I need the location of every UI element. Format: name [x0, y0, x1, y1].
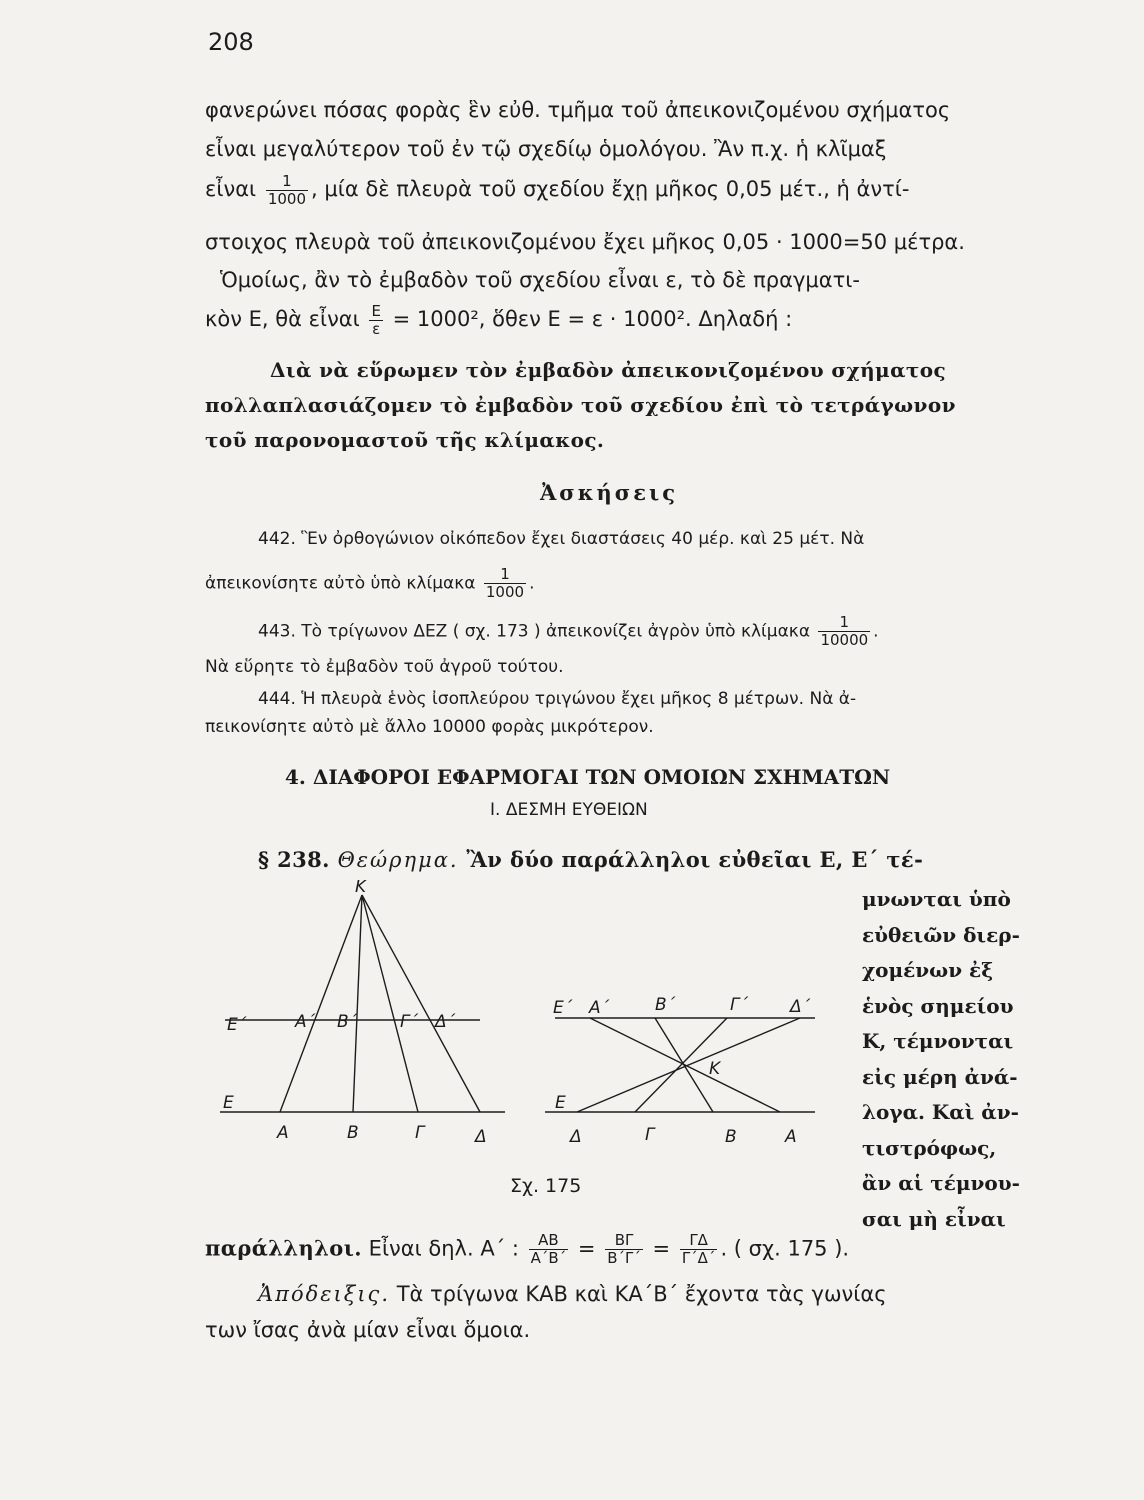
theorem-side-line: τιστρόφως,	[862, 1135, 997, 1160]
theorem-line: § 238. Θεώρημα. Ἂν δύο παράλληλοι εὐθεῖαι Ε, Ε΄ τέ-	[258, 847, 924, 872]
label-D-prime: Δ΄	[435, 1012, 456, 1032]
label-G-prime: Γ΄	[400, 1012, 418, 1032]
label-B: B	[725, 1127, 737, 1147]
theorem-side-line: εὐθειῶν διερ-	[862, 922, 1020, 947]
label-A: A	[277, 1123, 289, 1143]
label-A-prime: A΄	[589, 998, 610, 1018]
label-A: A	[785, 1127, 797, 1147]
label-G-prime: Γ΄	[730, 995, 748, 1015]
paragraph-number: § 238.	[258, 847, 330, 872]
left-figure-labels	[223, 880, 487, 1147]
figure-caption: Σχ. 175	[510, 1175, 582, 1197]
text-line: Νὰ εὕρητε τὸ ἐμβαδὸν τοῦ ἀγροῦ τούτου.	[205, 657, 564, 677]
rule-line: τοῦ παρονομαστοῦ τῆς κλίμακος.	[205, 428, 605, 452]
text-line: 443. Τὸ τρίγωνον ΔΕΖ ( σχ. 173 ) ἀπεικονίζει ἀγρὸν ὑπὸ κλίμακα $\frac{1}{10000}$ .	[258, 613, 879, 649]
text-line: στοιχος πλευρὰ τοῦ ἀπεικονιζομένου ἔχει μῆκος 0,05 · 1000=50 μέτρα.	[205, 230, 965, 254]
rule-line: Διὰ νὰ εὕρωμεν τὸν ἐμβαδὸν ἀπεικονιζομένου σχήματος	[270, 358, 947, 382]
text-line: Ὁμοίως, ἂν τὸ ἐμβαδὸν τοῦ σχεδίου εἶναι ε, τὸ δὲ πραγματι-	[220, 268, 860, 292]
label-D-prime: Δ΄	[790, 997, 811, 1017]
label-A-prime: A΄	[295, 1012, 316, 1032]
label-K: K	[355, 880, 367, 897]
text-line: 442. Ἓν ὀρθογώνιον οἰκόπεδον ἔχει διαστάσεις 40 μέρ. καὶ 25 μέτ. Νὰ	[258, 529, 865, 549]
label-B: B	[347, 1123, 359, 1143]
theorem-side-line: Κ, τέμνονται	[862, 1029, 1014, 1053]
text-line: εἶναι $\frac{1}{1000}$ , μία δὲ πλευρὰ τοῦ σχεδίου ἔχῃ μῆκος 0,05 μέτ., ἡ ἀντί-	[205, 171, 910, 208]
theorem-side-line: ἑνὸς σημείου	[862, 993, 1014, 1018]
rule-line: πολλαπλασιάζομεν τὸ ἐμβαδὸν τοῦ σχεδίου ἐπὶ τὸ τετράγωνον	[205, 393, 956, 417]
text-line: φανερώνει πόσας φορὰς ἓν εὐθ. τμῆμα τοῦ ἀπεικονιζομένου σχήματος	[205, 98, 951, 122]
label-B-prime: B΄	[655, 995, 676, 1015]
text-line: κὸν Ε, θὰ εἶναι $\frac{E}{\varepsilon}$ = 1000², ὅθεν Ε = ε · 1000². Δηλαδή :	[205, 301, 793, 338]
fraction-bg: $\frac{B\Gamma}{B΄\Gamma΄}$	[607, 1231, 641, 1267]
exercises-heading: Ἀσκήσεις	[540, 480, 678, 505]
text-line: ἀπεικονίσητε αὐτὸ ὑπὸ κλίμακα $\frac{1}{1000}$ .	[205, 565, 535, 601]
page-number: 208	[208, 28, 254, 56]
label-D: Δ	[570, 1127, 582, 1147]
theorem-side-line: χομένων ἐξ	[862, 958, 994, 982]
text-line: εἶναι μεγαλύτερον τοῦ ἐν τῷ σχεδίῳ ὁμολόγου. Ἂν π.χ. ἡ κλῖμαξ	[205, 137, 887, 161]
scale-fraction: $\frac{1}{1000}$	[267, 171, 307, 208]
fraction-ab: $\frac{AB}{A΄B΄}$	[530, 1231, 567, 1267]
proof-line: των ἴσας ἀνὰ μίαν εἶναι ὅμοια.	[205, 1318, 531, 1342]
label-G: Γ	[415, 1123, 425, 1143]
section-heading: 4. ΔΙΑΦΟΡΟΙ ΕΦΑΡΜΟΓΑΙ ΤΩΝ ΟΜΟΙΩΝ ΣΧΗΜΑΤΩΝ	[285, 765, 891, 789]
proof-label: Ἀπόδειξις.	[258, 1282, 390, 1306]
theorem-proportion-line: παράλληλοι. Εἶναι δηλ. Α΄ : $\frac{AB}{A΄B΄}$ = $\frac{B\Gamma}{B΄\Gamma΄}$ = $\frac{\Gamma\Delta}{\Gamma΄\Delta΄}$ . ( σχ. 175 ).	[205, 1231, 850, 1267]
theorem-side-line: μνωνται ὑπὸ	[862, 887, 1011, 911]
subsection-heading: I. ΔΕΣΜΗ ΕΥΘΕΙΩΝ	[490, 800, 648, 820]
scale-fraction: $\frac{1}{1000}$	[485, 565, 525, 601]
theorem-side-column	[862, 882, 1042, 1237]
theorem-label: Θεώρημα.	[337, 848, 459, 872]
text-line: 444. Ἡ πλευρὰ ἑνὸς ἰσοπλεύρου τριγώνου ἔχει μῆκος 8 μέτρων. Νὰ ἀ-	[258, 689, 857, 709]
label-G: Γ	[645, 1125, 655, 1145]
theorem-side-line: ἂν αἱ τέμνου-	[862, 1171, 1020, 1195]
text-line: πεικονίσητε αὐτὸ μὲ ἄλλο 10000 φορὰς μικρότερον.	[205, 717, 654, 737]
theorem-side-line: εἰς μέρη ἀνά-	[862, 1064, 1018, 1089]
label-D: Δ	[475, 1127, 487, 1147]
figure-175	[205, 880, 845, 1200]
label-E: E	[555, 1093, 566, 1113]
label-K: K	[709, 1059, 721, 1079]
label-E-prime: E΄	[553, 998, 573, 1018]
area-fraction: $\frac{E}{\varepsilon}$	[371, 301, 381, 338]
fraction-gd: $\frac{\Gamma\Delta}{\Gamma΄\Delta΄}$	[681, 1231, 716, 1267]
proof-line: Ἀπόδειξις. Τὰ τρίγωνα ΚΑΒ καὶ ΚΑ΄Β΄ ἔχοντα τὰς γωνίας	[258, 1282, 887, 1306]
theorem-side-line: λογα. Καὶ ἀν-	[862, 1100, 1019, 1124]
label-E: E	[223, 1093, 234, 1113]
label-E-prime: E΄	[227, 1015, 247, 1035]
theorem-side-line: σαι μὴ εἶναι	[862, 1206, 1006, 1231]
scale-fraction: $\frac{1}{10000}$	[820, 613, 869, 649]
label-B-prime: B΄	[337, 1012, 358, 1032]
